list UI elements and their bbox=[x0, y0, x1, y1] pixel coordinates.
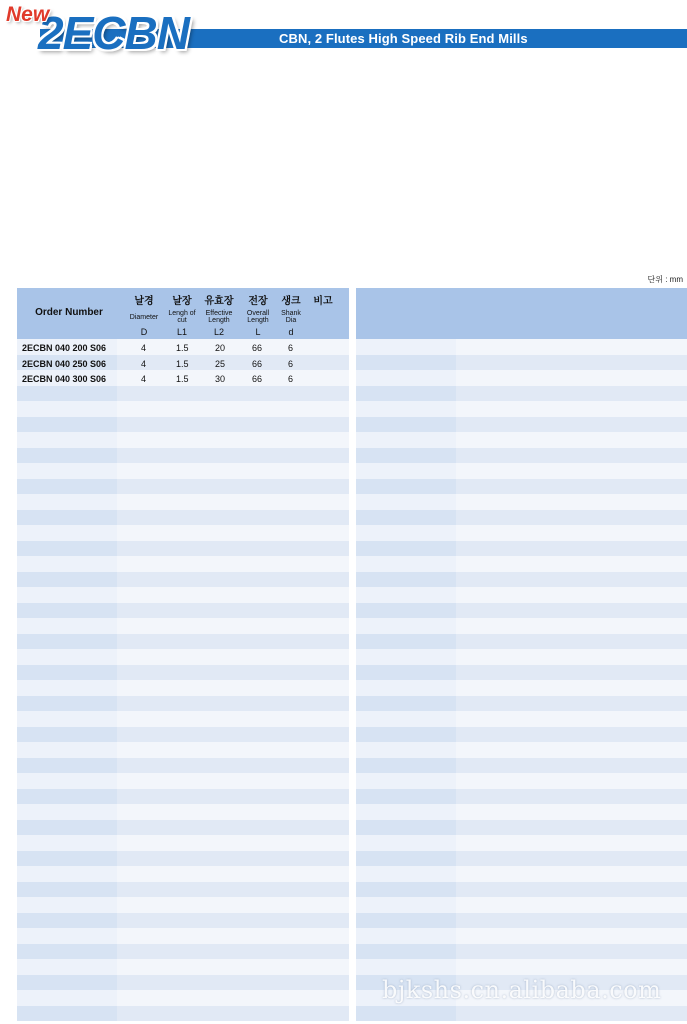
table-row-background bbox=[356, 494, 687, 510]
table-row-background bbox=[17, 417, 349, 433]
table-row-background bbox=[17, 479, 349, 495]
table-cell-background bbox=[356, 618, 456, 634]
table-cell-background bbox=[117, 618, 349, 634]
new-badge: New bbox=[6, 3, 50, 26]
table-row-background bbox=[17, 758, 349, 774]
table-cell-background bbox=[17, 866, 117, 882]
table-cell-background bbox=[17, 696, 117, 712]
table-row-background bbox=[356, 742, 687, 758]
table-row-background bbox=[17, 727, 349, 743]
unit-note: 단위 : mm bbox=[647, 275, 683, 284]
table-cell-background bbox=[356, 680, 456, 696]
table-row-background bbox=[356, 556, 687, 572]
overall-length-cell: 66 bbox=[252, 374, 263, 384]
table-cell-background bbox=[456, 494, 687, 510]
table-cell-background bbox=[356, 417, 456, 433]
table-cell-background bbox=[17, 711, 117, 727]
table-row-background bbox=[356, 510, 687, 526]
table-cell-background bbox=[117, 882, 349, 898]
table-cell-background bbox=[17, 510, 117, 526]
col-effective-length-header: 유효장 Effective Length L2 bbox=[204, 296, 234, 337]
table-cell-background bbox=[17, 928, 117, 944]
table-cell-background bbox=[456, 370, 687, 386]
table-cell-background bbox=[117, 525, 349, 541]
table-row-background bbox=[17, 587, 349, 603]
col-overall-length-header: 전장 Overall Length L bbox=[246, 296, 270, 337]
table-row-background bbox=[17, 572, 349, 588]
table-row-background bbox=[356, 758, 687, 774]
table-cell-background bbox=[117, 417, 349, 433]
table-cell-background bbox=[117, 773, 349, 789]
table-row-background bbox=[356, 572, 687, 588]
table-row-background bbox=[356, 417, 687, 433]
col-shank-dia-header: 생크 Shank Dia d bbox=[281, 296, 301, 337]
table-cell-background bbox=[17, 835, 117, 851]
table-row-background bbox=[356, 370, 687, 386]
table-row-background bbox=[17, 556, 349, 572]
table-cell-background bbox=[17, 432, 117, 448]
table-row-background bbox=[356, 525, 687, 541]
col-remarks-header: 비고 bbox=[313, 296, 333, 307]
length-of-cut-cell: 1.5 bbox=[176, 358, 189, 369]
table-cell-background bbox=[456, 711, 687, 727]
table-cell-background bbox=[117, 928, 349, 944]
table-cell-background bbox=[356, 649, 456, 665]
table-cell-background bbox=[117, 696, 349, 712]
table-cell-background bbox=[456, 525, 687, 541]
order-number-cell: 2ECBN 040 300 S06 bbox=[22, 374, 107, 384]
table-cell-background bbox=[17, 944, 117, 960]
table-row-background bbox=[17, 820, 349, 836]
table-row-background bbox=[17, 897, 349, 913]
table-cell-background bbox=[17, 959, 117, 975]
table-cell-background bbox=[456, 727, 687, 743]
table-cell-background bbox=[17, 882, 117, 898]
effective-length-cell: 25 bbox=[215, 358, 226, 369]
table-cell-background bbox=[356, 820, 456, 836]
table-row-background bbox=[17, 541, 349, 557]
table-cell-background bbox=[17, 665, 117, 681]
table-row-background bbox=[356, 587, 687, 603]
table-cell-background bbox=[17, 556, 117, 572]
table-cell-background bbox=[356, 866, 456, 882]
col-length-of-cut-header: 날장 Lengh of cut L1 bbox=[168, 296, 196, 337]
table-cell-background bbox=[117, 680, 349, 696]
table-cell-background bbox=[456, 448, 687, 464]
table-cell-background bbox=[456, 820, 687, 836]
table-cell-background bbox=[356, 1006, 456, 1022]
table-cell-background bbox=[117, 386, 349, 402]
table-cell-background bbox=[117, 370, 349, 386]
table-row-background bbox=[356, 851, 687, 867]
table-row-background bbox=[356, 835, 687, 851]
table-row-background bbox=[356, 944, 687, 960]
table-cell-background bbox=[456, 541, 687, 557]
table-row-background bbox=[356, 696, 687, 712]
table-cell-background bbox=[356, 882, 456, 898]
table-cell-background bbox=[117, 355, 349, 371]
table-cell-background bbox=[17, 897, 117, 913]
table-row-background bbox=[356, 618, 687, 634]
table-cell-background bbox=[17, 758, 117, 774]
table-row-background bbox=[356, 463, 687, 479]
table-cell-background bbox=[17, 541, 117, 557]
spec-table-header bbox=[17, 288, 349, 339]
col-diameter-header: 날경 Diameter D bbox=[129, 296, 159, 337]
table-row-background bbox=[356, 1006, 687, 1022]
table-cell-background bbox=[356, 556, 456, 572]
table-cell-background bbox=[117, 634, 349, 650]
table-row-background bbox=[356, 386, 687, 402]
table-row-background bbox=[17, 386, 349, 402]
table-cell-background bbox=[456, 866, 687, 882]
table-row-background bbox=[356, 649, 687, 665]
table-cell-background bbox=[356, 634, 456, 650]
table-cell-background bbox=[17, 913, 117, 929]
table-cell-background bbox=[456, 835, 687, 851]
table-row-background bbox=[17, 463, 349, 479]
table-cell-background bbox=[456, 432, 687, 448]
table-row-background bbox=[17, 882, 349, 898]
table-cell-background bbox=[17, 618, 117, 634]
table-row-background bbox=[17, 1006, 349, 1022]
watermark: bjkshs.cn.alibaba.com bbox=[382, 976, 662, 1004]
table-cell-background bbox=[356, 370, 456, 386]
table-cell-background bbox=[456, 696, 687, 712]
table-cell-background bbox=[117, 959, 349, 975]
table-cell-background bbox=[17, 401, 117, 417]
spec-table-body bbox=[17, 339, 349, 1021]
table-cell-background bbox=[117, 1006, 349, 1022]
overall-length-cell: 66 bbox=[252, 358, 263, 369]
spec-table-continued-body bbox=[356, 339, 687, 1021]
table-cell-background bbox=[356, 835, 456, 851]
table-cell-background bbox=[117, 789, 349, 805]
table-cell-background bbox=[356, 727, 456, 743]
table-cell-background bbox=[17, 773, 117, 789]
table-row-background bbox=[356, 339, 687, 355]
table-cell-background bbox=[17, 789, 117, 805]
table-row-background bbox=[356, 665, 687, 681]
table-row-background bbox=[356, 401, 687, 417]
table-cell-background bbox=[356, 603, 456, 619]
table-row-background bbox=[17, 835, 349, 851]
table-cell-background bbox=[356, 510, 456, 526]
table-cell-background bbox=[117, 897, 349, 913]
table-cell-background bbox=[356, 804, 456, 820]
table-row-background bbox=[356, 448, 687, 464]
table-cell-background bbox=[17, 386, 117, 402]
table-cell-background bbox=[456, 572, 687, 588]
table-cell-background bbox=[456, 649, 687, 665]
table-cell-background bbox=[356, 432, 456, 448]
table-cell-background bbox=[456, 618, 687, 634]
table-cell-background bbox=[456, 1006, 687, 1022]
table-cell-background bbox=[456, 355, 687, 371]
table-cell-background bbox=[356, 541, 456, 557]
table-row-background bbox=[17, 773, 349, 789]
table-cell-background bbox=[117, 572, 349, 588]
table-cell-background bbox=[356, 897, 456, 913]
table-row-background bbox=[17, 510, 349, 526]
table-cell-background bbox=[17, 417, 117, 433]
table-row-background bbox=[356, 928, 687, 944]
table-cell-background bbox=[356, 944, 456, 960]
table-cell-background bbox=[456, 851, 687, 867]
table-cell-background bbox=[117, 479, 349, 495]
table-cell-background bbox=[456, 603, 687, 619]
table-row-background bbox=[17, 603, 349, 619]
table-row-background bbox=[17, 448, 349, 464]
table-cell-background bbox=[117, 804, 349, 820]
table-cell-background bbox=[456, 463, 687, 479]
table-row-background bbox=[17, 975, 349, 991]
shank-dia-cell: 6 bbox=[288, 343, 294, 353]
table-cell-background bbox=[117, 851, 349, 867]
table-cell-background bbox=[17, 742, 117, 758]
table-cell-background bbox=[117, 727, 349, 743]
table-cell-background bbox=[17, 727, 117, 743]
table-cell-background bbox=[117, 835, 349, 851]
table-cell-background bbox=[17, 851, 117, 867]
table-row-background bbox=[17, 649, 349, 665]
table-row-background bbox=[356, 680, 687, 696]
table-cell-background bbox=[117, 665, 349, 681]
table-cell-background bbox=[356, 959, 456, 975]
table-cell-background bbox=[456, 897, 687, 913]
table-cell-background bbox=[356, 463, 456, 479]
table-cell-background bbox=[356, 525, 456, 541]
table-cell-background bbox=[356, 479, 456, 495]
table-cell-background bbox=[456, 789, 687, 805]
order-number-header: Order Number bbox=[35, 307, 103, 318]
table-cell-background bbox=[456, 401, 687, 417]
table-cell-background bbox=[456, 680, 687, 696]
table-cell-background bbox=[17, 587, 117, 603]
table-cell-background bbox=[117, 401, 349, 417]
table-cell-background bbox=[456, 587, 687, 603]
table-cell-background bbox=[356, 851, 456, 867]
table-cell-background bbox=[356, 494, 456, 510]
table-cell-background bbox=[456, 556, 687, 572]
table-cell-background bbox=[456, 959, 687, 975]
shank-dia-cell: 6 bbox=[288, 358, 294, 369]
table-cell-background bbox=[356, 773, 456, 789]
table-cell-background bbox=[456, 665, 687, 681]
table-row-background bbox=[356, 634, 687, 650]
table-cell-background bbox=[117, 556, 349, 572]
overall-length-cell: 66 bbox=[252, 343, 263, 353]
table-cell-background bbox=[117, 463, 349, 479]
spec-table-continued-header bbox=[356, 288, 687, 339]
table-cell-background bbox=[17, 572, 117, 588]
table-cell-background bbox=[356, 758, 456, 774]
table-row-background bbox=[17, 928, 349, 944]
table-cell-background bbox=[356, 355, 456, 371]
table-cell-background bbox=[117, 603, 349, 619]
table-row-background bbox=[17, 866, 349, 882]
table-row-background bbox=[17, 990, 349, 1006]
table-cell-background bbox=[17, 463, 117, 479]
diameter-cell: 4 bbox=[141, 343, 147, 353]
table-row-background bbox=[17, 959, 349, 975]
table-row-background bbox=[17, 634, 349, 650]
table-cell-background bbox=[456, 944, 687, 960]
table-cell-background bbox=[356, 696, 456, 712]
table-cell-background bbox=[17, 479, 117, 495]
table-row-background bbox=[17, 851, 349, 867]
table-row-background bbox=[356, 603, 687, 619]
table-row-background bbox=[17, 742, 349, 758]
product-subtitle: CBN, 2 Flutes High Speed Rib End Mills bbox=[279, 31, 528, 46]
table-cell-background bbox=[117, 541, 349, 557]
spec-table bbox=[17, 288, 349, 1021]
table-cell-background bbox=[356, 913, 456, 929]
table-row-background bbox=[17, 432, 349, 448]
table-row-background bbox=[17, 494, 349, 510]
table-row-background bbox=[17, 525, 349, 541]
table-cell-background bbox=[117, 990, 349, 1006]
table-cell-background bbox=[17, 634, 117, 650]
table-cell-background bbox=[117, 649, 349, 665]
table-cell-background bbox=[117, 742, 349, 758]
table-cell-background bbox=[17, 494, 117, 510]
diameter-cell: 4 bbox=[141, 358, 147, 369]
table-cell-background bbox=[456, 510, 687, 526]
length-of-cut-cell: 1.5 bbox=[176, 374, 189, 384]
table-cell-background bbox=[17, 975, 117, 991]
table-cell-background bbox=[17, 680, 117, 696]
table-cell-background bbox=[117, 432, 349, 448]
table-cell-background bbox=[117, 510, 349, 526]
table-cell-background bbox=[17, 820, 117, 836]
table-row-background bbox=[356, 959, 687, 975]
table-cell-background bbox=[117, 711, 349, 727]
spec-table-continued bbox=[356, 288, 687, 1021]
table-cell-background bbox=[456, 339, 687, 355]
table-cell-background bbox=[117, 866, 349, 882]
table-cell-background bbox=[117, 913, 349, 929]
table-row-background bbox=[17, 804, 349, 820]
table-row-background bbox=[356, 432, 687, 448]
table-cell-background bbox=[356, 711, 456, 727]
table-row-background bbox=[356, 479, 687, 495]
table-cell-background bbox=[356, 572, 456, 588]
table-row-background bbox=[17, 944, 349, 960]
effective-length-cell: 20 bbox=[215, 343, 226, 353]
table-row-background bbox=[17, 618, 349, 634]
table-cell-background bbox=[456, 913, 687, 929]
table-cell-background bbox=[456, 417, 687, 433]
table-cell-background bbox=[456, 479, 687, 495]
table-cell-background bbox=[356, 339, 456, 355]
table-cell-background bbox=[117, 975, 349, 991]
table-row-background bbox=[356, 866, 687, 882]
table-row-background bbox=[17, 913, 349, 929]
table-row-background bbox=[356, 820, 687, 836]
table-cell-background bbox=[356, 928, 456, 944]
table-cell-background bbox=[17, 603, 117, 619]
table-cell-background bbox=[17, 448, 117, 464]
table-row-background bbox=[17, 401, 349, 417]
table-cell-background bbox=[356, 448, 456, 464]
table-cell-background bbox=[117, 494, 349, 510]
table-row-background bbox=[17, 789, 349, 805]
effective-length-cell: 30 bbox=[215, 374, 226, 384]
table-cell-background bbox=[456, 928, 687, 944]
shank-dia-cell: 6 bbox=[288, 374, 294, 384]
table-row-background bbox=[17, 680, 349, 696]
table-cell-background bbox=[456, 742, 687, 758]
table-row-background bbox=[356, 727, 687, 743]
table-cell-background bbox=[356, 401, 456, 417]
table-cell-background bbox=[17, 804, 117, 820]
table-cell-background bbox=[356, 742, 456, 758]
table-cell-background bbox=[117, 339, 349, 355]
table-row-background bbox=[356, 773, 687, 789]
table-cell-background bbox=[17, 990, 117, 1006]
order-number-cell: 2ECBN 040 250 S06 bbox=[22, 358, 107, 369]
table-row-background bbox=[356, 897, 687, 913]
table-cell-background bbox=[117, 758, 349, 774]
table-row-background bbox=[356, 355, 687, 371]
product-logo bbox=[0, 0, 280, 62]
table-cell-background bbox=[17, 525, 117, 541]
table-cell-background bbox=[456, 386, 687, 402]
table-cell-background bbox=[356, 665, 456, 681]
table-cell-background bbox=[117, 448, 349, 464]
length-of-cut-cell: 1.5 bbox=[176, 343, 189, 353]
table-row-background bbox=[17, 696, 349, 712]
table-cell-background bbox=[356, 587, 456, 603]
table-cell-background bbox=[456, 773, 687, 789]
order-number-cell: 2ECBN 040 200 S06 bbox=[22, 343, 107, 353]
table-cell-background bbox=[356, 789, 456, 805]
table-row-background bbox=[356, 913, 687, 929]
table-row-background bbox=[17, 711, 349, 727]
table-cell-background bbox=[17, 649, 117, 665]
table-cell-background bbox=[117, 820, 349, 836]
table-cell-background bbox=[456, 758, 687, 774]
table-cell-background bbox=[17, 1006, 117, 1022]
table-row-background bbox=[356, 804, 687, 820]
product-name: 2ECBN bbox=[38, 7, 189, 59]
table-row-background bbox=[356, 789, 687, 805]
table-cell-background bbox=[456, 804, 687, 820]
table-cell-background bbox=[117, 587, 349, 603]
table-row-background bbox=[356, 541, 687, 557]
table-cell-background bbox=[356, 386, 456, 402]
table-row-background bbox=[17, 665, 349, 681]
diameter-cell: 4 bbox=[141, 374, 147, 384]
table-row-background bbox=[356, 882, 687, 898]
table-cell-background bbox=[117, 944, 349, 960]
table-row-background bbox=[356, 711, 687, 727]
table-cell-background bbox=[456, 882, 687, 898]
table-cell-background bbox=[456, 634, 687, 650]
